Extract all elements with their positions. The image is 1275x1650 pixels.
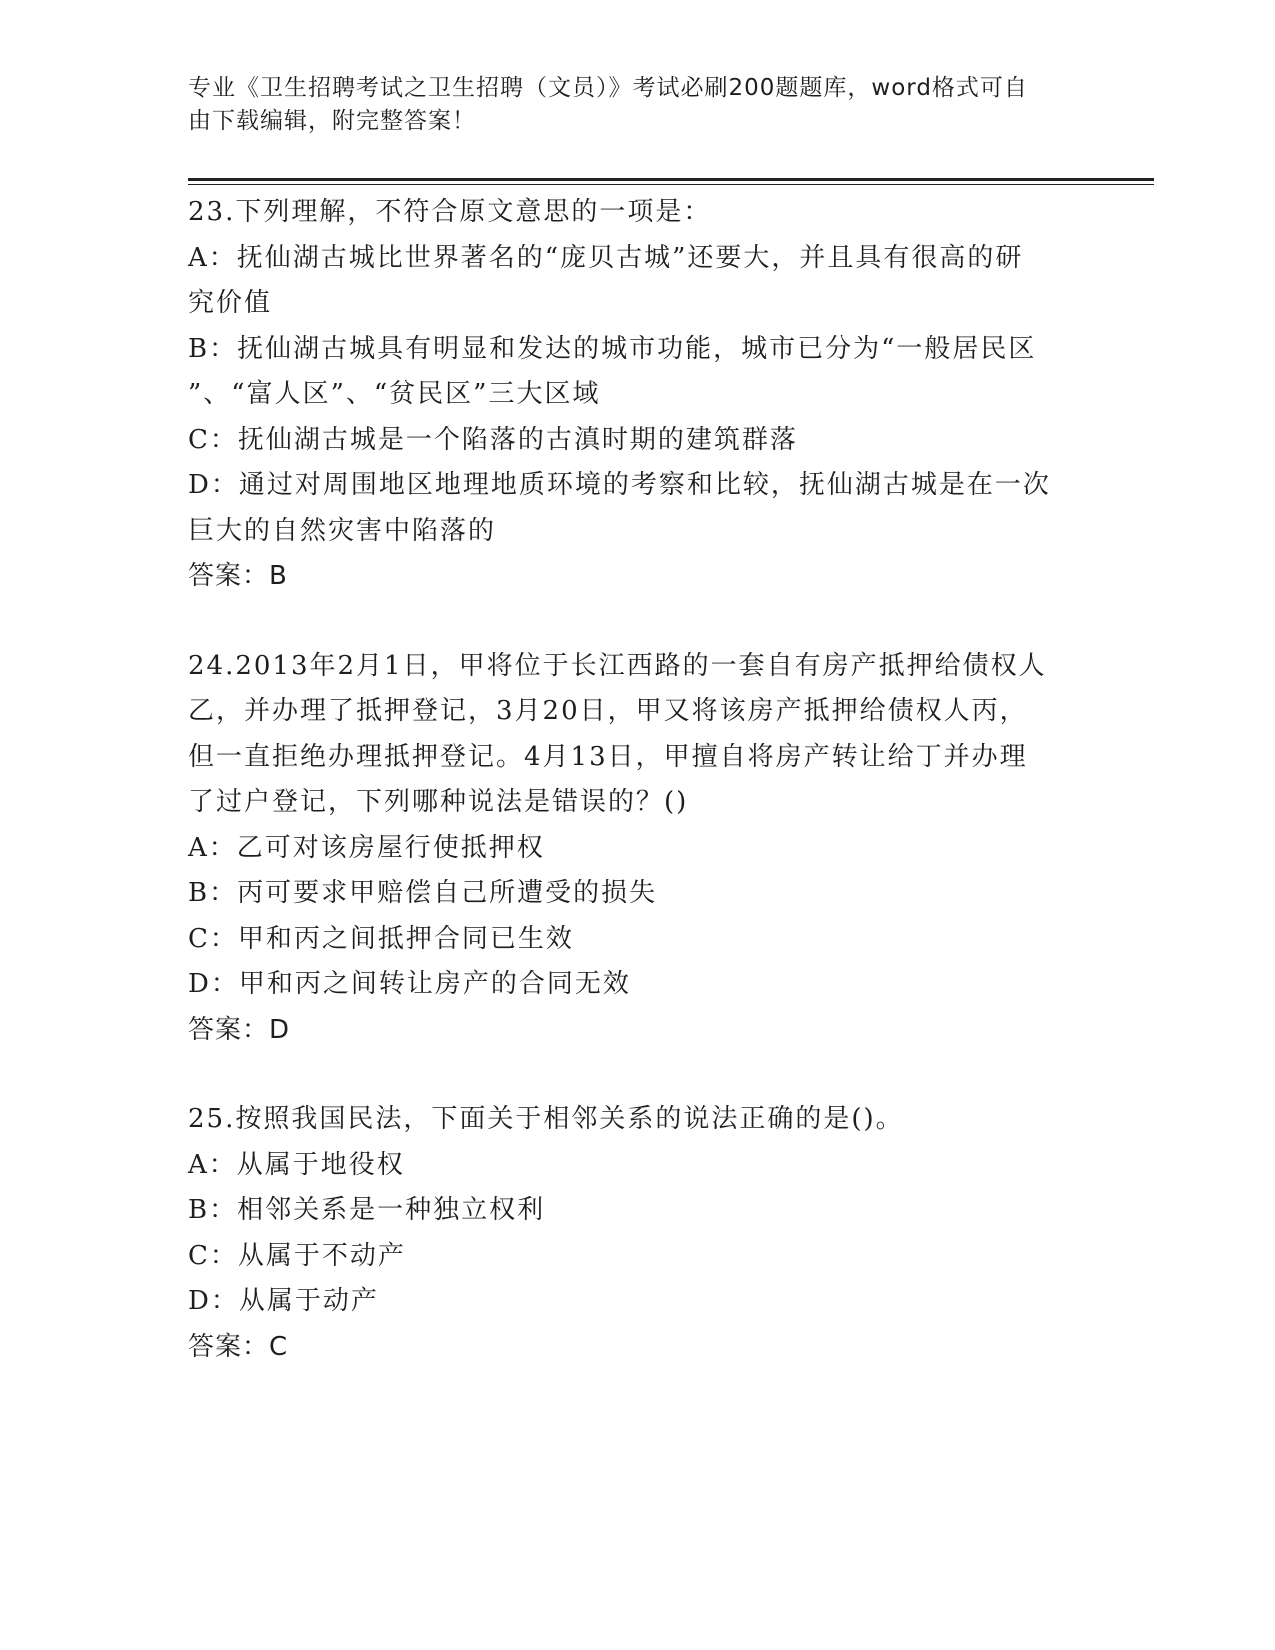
option-c: C：甲和丙之间抵押合同已生效 xyxy=(188,923,574,954)
option-a: A：抚仙湖古城比世界著名的“庞贝古城”还要大，并且具有很高的研 xyxy=(188,242,1024,273)
option-a: A：从属于地役权 xyxy=(188,1149,405,1180)
option-b: B：丙可要求甲赔偿自己所遭受的损失 xyxy=(188,878,658,908)
answer-label: 答案：C xyxy=(188,1331,289,1362)
question-stem: 24.2013年2月1日，甲将位于长江西路的一套自有房产抵押给债权人 xyxy=(188,650,1047,681)
option-b: B：相邻关系是一种独立权利 xyxy=(188,1195,546,1225)
question-stem: 23.下列理解，不符合原文意思的一项是： xyxy=(188,197,712,227)
option-d: D：从属于动产 xyxy=(188,1286,379,1316)
question-25 xyxy=(188,1097,1088,1370)
option-c: C：从属于不动产 xyxy=(188,1240,406,1271)
option-b-continued: ”、“富人区”、“贫民区”三大区域 xyxy=(188,379,601,409)
question-23 xyxy=(188,190,1088,600)
option-d: D：通过对周围地区地理地质环境的考察和比较，抚仙湖古城是在一次 xyxy=(188,470,1051,500)
question-stem: 25.按照我国民法，下面关于相邻关系的说法正确的是()。 xyxy=(188,1104,904,1134)
option-c: C：抚仙湖古城是一个陷落的古滇时期的建筑群落 xyxy=(188,424,798,455)
questions-container xyxy=(188,190,1088,1414)
answer-label: 答案：D xyxy=(188,1014,291,1045)
answer-label: 答案：B xyxy=(188,561,288,591)
header-divider-thick xyxy=(188,178,1154,181)
question-stem-continued: 乙，并办理了抵押登记，3月20日，甲又将该房产抵押给债权人丙， xyxy=(188,696,1028,726)
header-line: 专业《卫生招聘考试之卫生招聘（文员）》考试必刷200题题库，word格式可自 xyxy=(188,75,1028,101)
option-d: D：甲和丙之间转让房产的合同无效 xyxy=(188,969,631,999)
option-a: A：乙可对该房屋行使抵押权 xyxy=(188,832,545,863)
question-stem-continued: 但一直拒绝办理抵押登记。4月13日，甲擅自将房产转让给丁并办理 xyxy=(188,741,1028,772)
question-24 xyxy=(188,644,1088,1054)
option-b: B：抚仙湖古城具有明显和发达的城市功能，城市已分为“一般居民区 xyxy=(188,333,1037,364)
header-line: 由下载编辑，附完整答案！ xyxy=(188,108,476,134)
header-divider-thin xyxy=(188,184,1154,185)
document-header xyxy=(188,72,1068,138)
question-stem-continued: 了过户登记，下列哪种说法是错误的？() xyxy=(188,787,689,817)
option-d-continued: 巨大的自然灾害中陷落的 xyxy=(188,515,497,546)
option-a-continued: 究价值 xyxy=(188,288,273,318)
